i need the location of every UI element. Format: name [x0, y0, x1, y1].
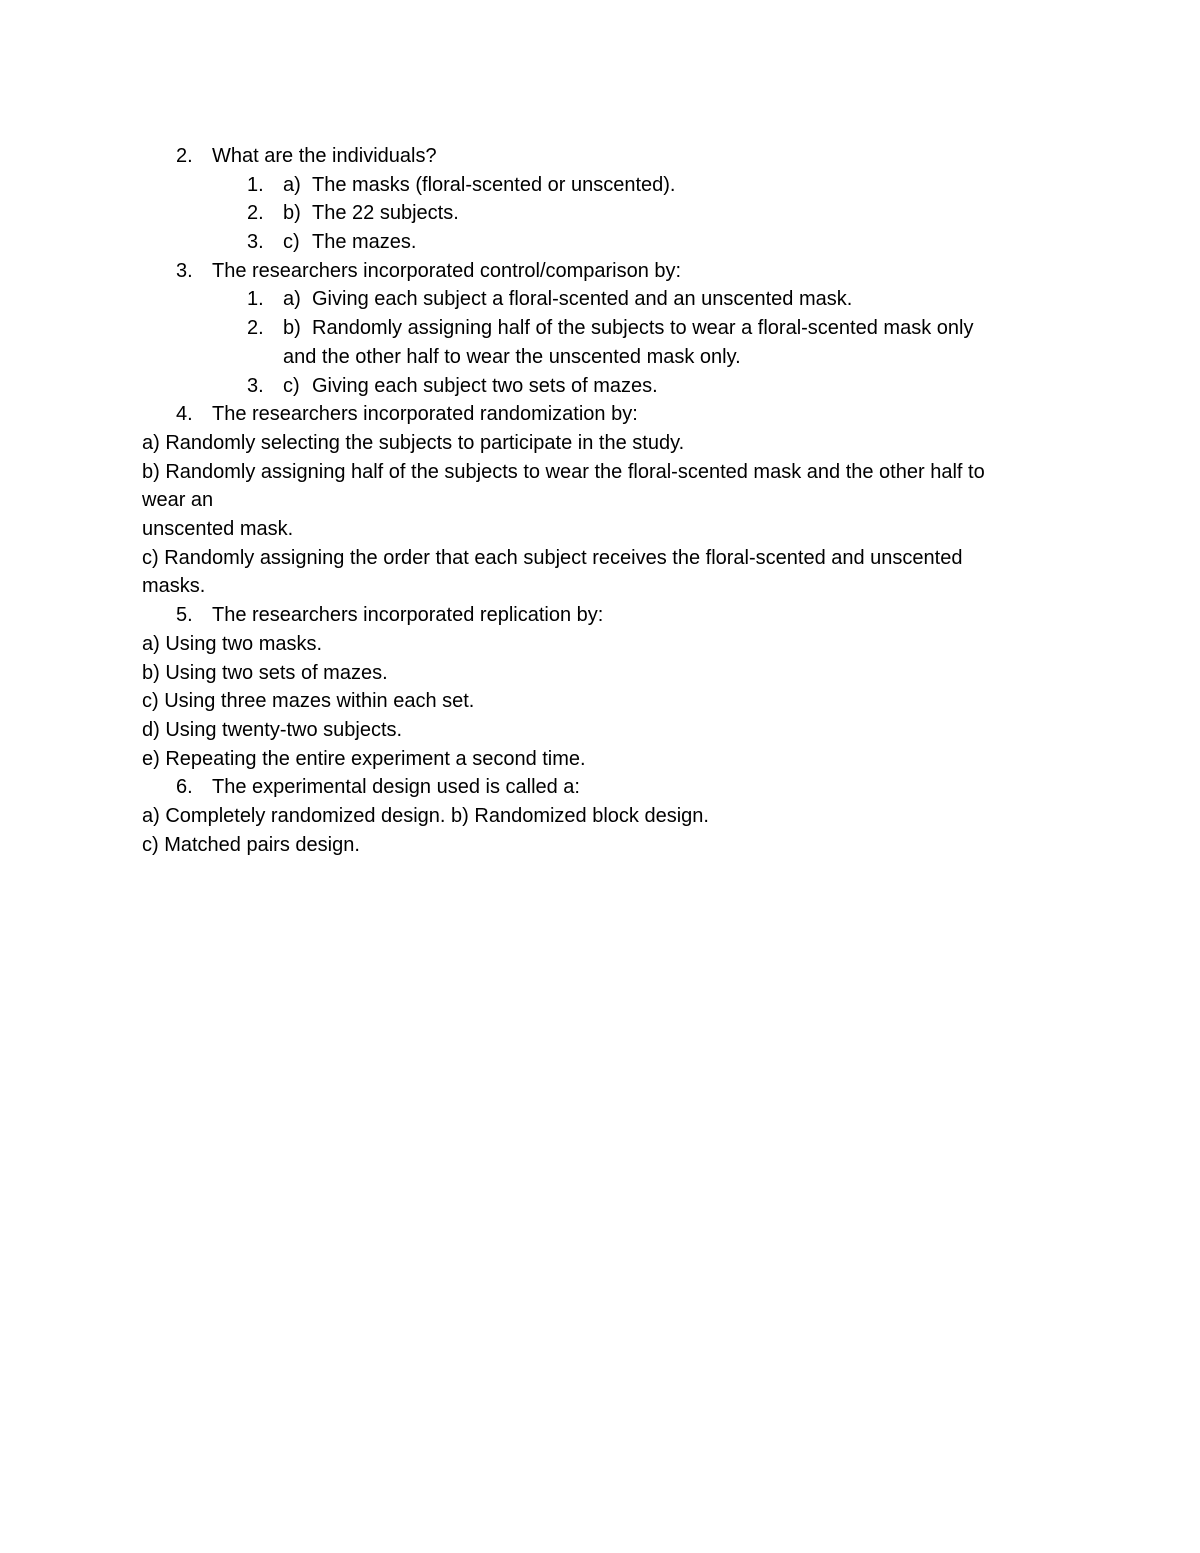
question-4 [142, 400, 1062, 429]
answer-line: e) Repeating the entire experiment a second time. [142, 747, 586, 770]
option-text: The masks (floral-scented or unscented). [312, 173, 676, 196]
answer-option [142, 199, 1062, 228]
option-number: 2. [247, 202, 264, 225]
answer-line: b) Randomly assigning half of the subjects to wear the floral-scented mask and the other half to [142, 460, 985, 483]
question-number: 5. [176, 604, 193, 627]
answer-line: c) Randomly assigning the order that each subject receives the floral-scented and unscented [142, 546, 963, 569]
answer-line: unscented mask. [142, 518, 294, 540]
option-text: The 22 subjects. [312, 202, 459, 225]
option-marker: b) [283, 317, 301, 340]
option-marker: c) [283, 374, 300, 397]
question-2 [142, 142, 1062, 171]
option-marker: b) [283, 202, 301, 225]
answer-option [142, 285, 1062, 314]
question-title: The experimental design used is called a: [212, 776, 580, 799]
question-6 [142, 773, 1062, 802]
question-number: 4. [176, 403, 193, 426]
answer-option [142, 314, 1062, 343]
option-number: 1. [247, 173, 264, 196]
question-3 [142, 257, 1062, 286]
answer-line: a) Completely randomized design. b) Randomized block design. [142, 805, 709, 827]
answer-line: c) Using three mazes within each set. [142, 690, 475, 713]
answer-option [142, 171, 1062, 200]
answer-option [142, 372, 1062, 401]
answer-line: b) Using two sets of mazes. [142, 661, 388, 684]
option-text: Randomly assigning half of the subjects to wear a floral-scented mask only [312, 317, 974, 340]
question-number: 3. [176, 259, 193, 282]
question-5 [142, 601, 1062, 630]
option-text: Giving each subject two sets of mazes. [312, 374, 658, 397]
option-number: 1. [247, 288, 264, 311]
option-number: 3. [247, 374, 264, 397]
document-content [142, 142, 1062, 859]
option-number: 3. [247, 231, 264, 254]
option-marker: a) [283, 173, 301, 196]
answer-line: a) Using two masks. [142, 632, 323, 655]
answer-line: masks. [142, 575, 206, 598]
question-title: What are the individuals? [212, 145, 437, 167]
answer-line: wear an [142, 489, 214, 512]
option-marker: c) [283, 231, 300, 254]
answer-line: c) Matched pairs design. [142, 833, 360, 856]
answer-option [142, 228, 1062, 257]
answer-line: a) Randomly selecting the subjects to participate in the study. [142, 431, 685, 454]
option-continuation: and the other half to wear the unscented mask only. [283, 345, 741, 368]
option-marker: a) [283, 288, 301, 311]
question-number: 6. [176, 776, 193, 799]
question-number: 2. [176, 145, 193, 167]
question-title: The researchers incorporated randomization by: [212, 403, 638, 426]
question-title: The researchers incorporated replication by: [212, 604, 604, 627]
option-text: The mazes. [312, 231, 417, 254]
option-number: 2. [247, 317, 264, 340]
answer-line: d) Using twenty-two subjects. [142, 718, 403, 741]
question-title: The researchers incorporated control/comparison by: [212, 259, 682, 282]
option-text: Giving each subject a floral-scented and an unscented mask. [312, 288, 853, 311]
